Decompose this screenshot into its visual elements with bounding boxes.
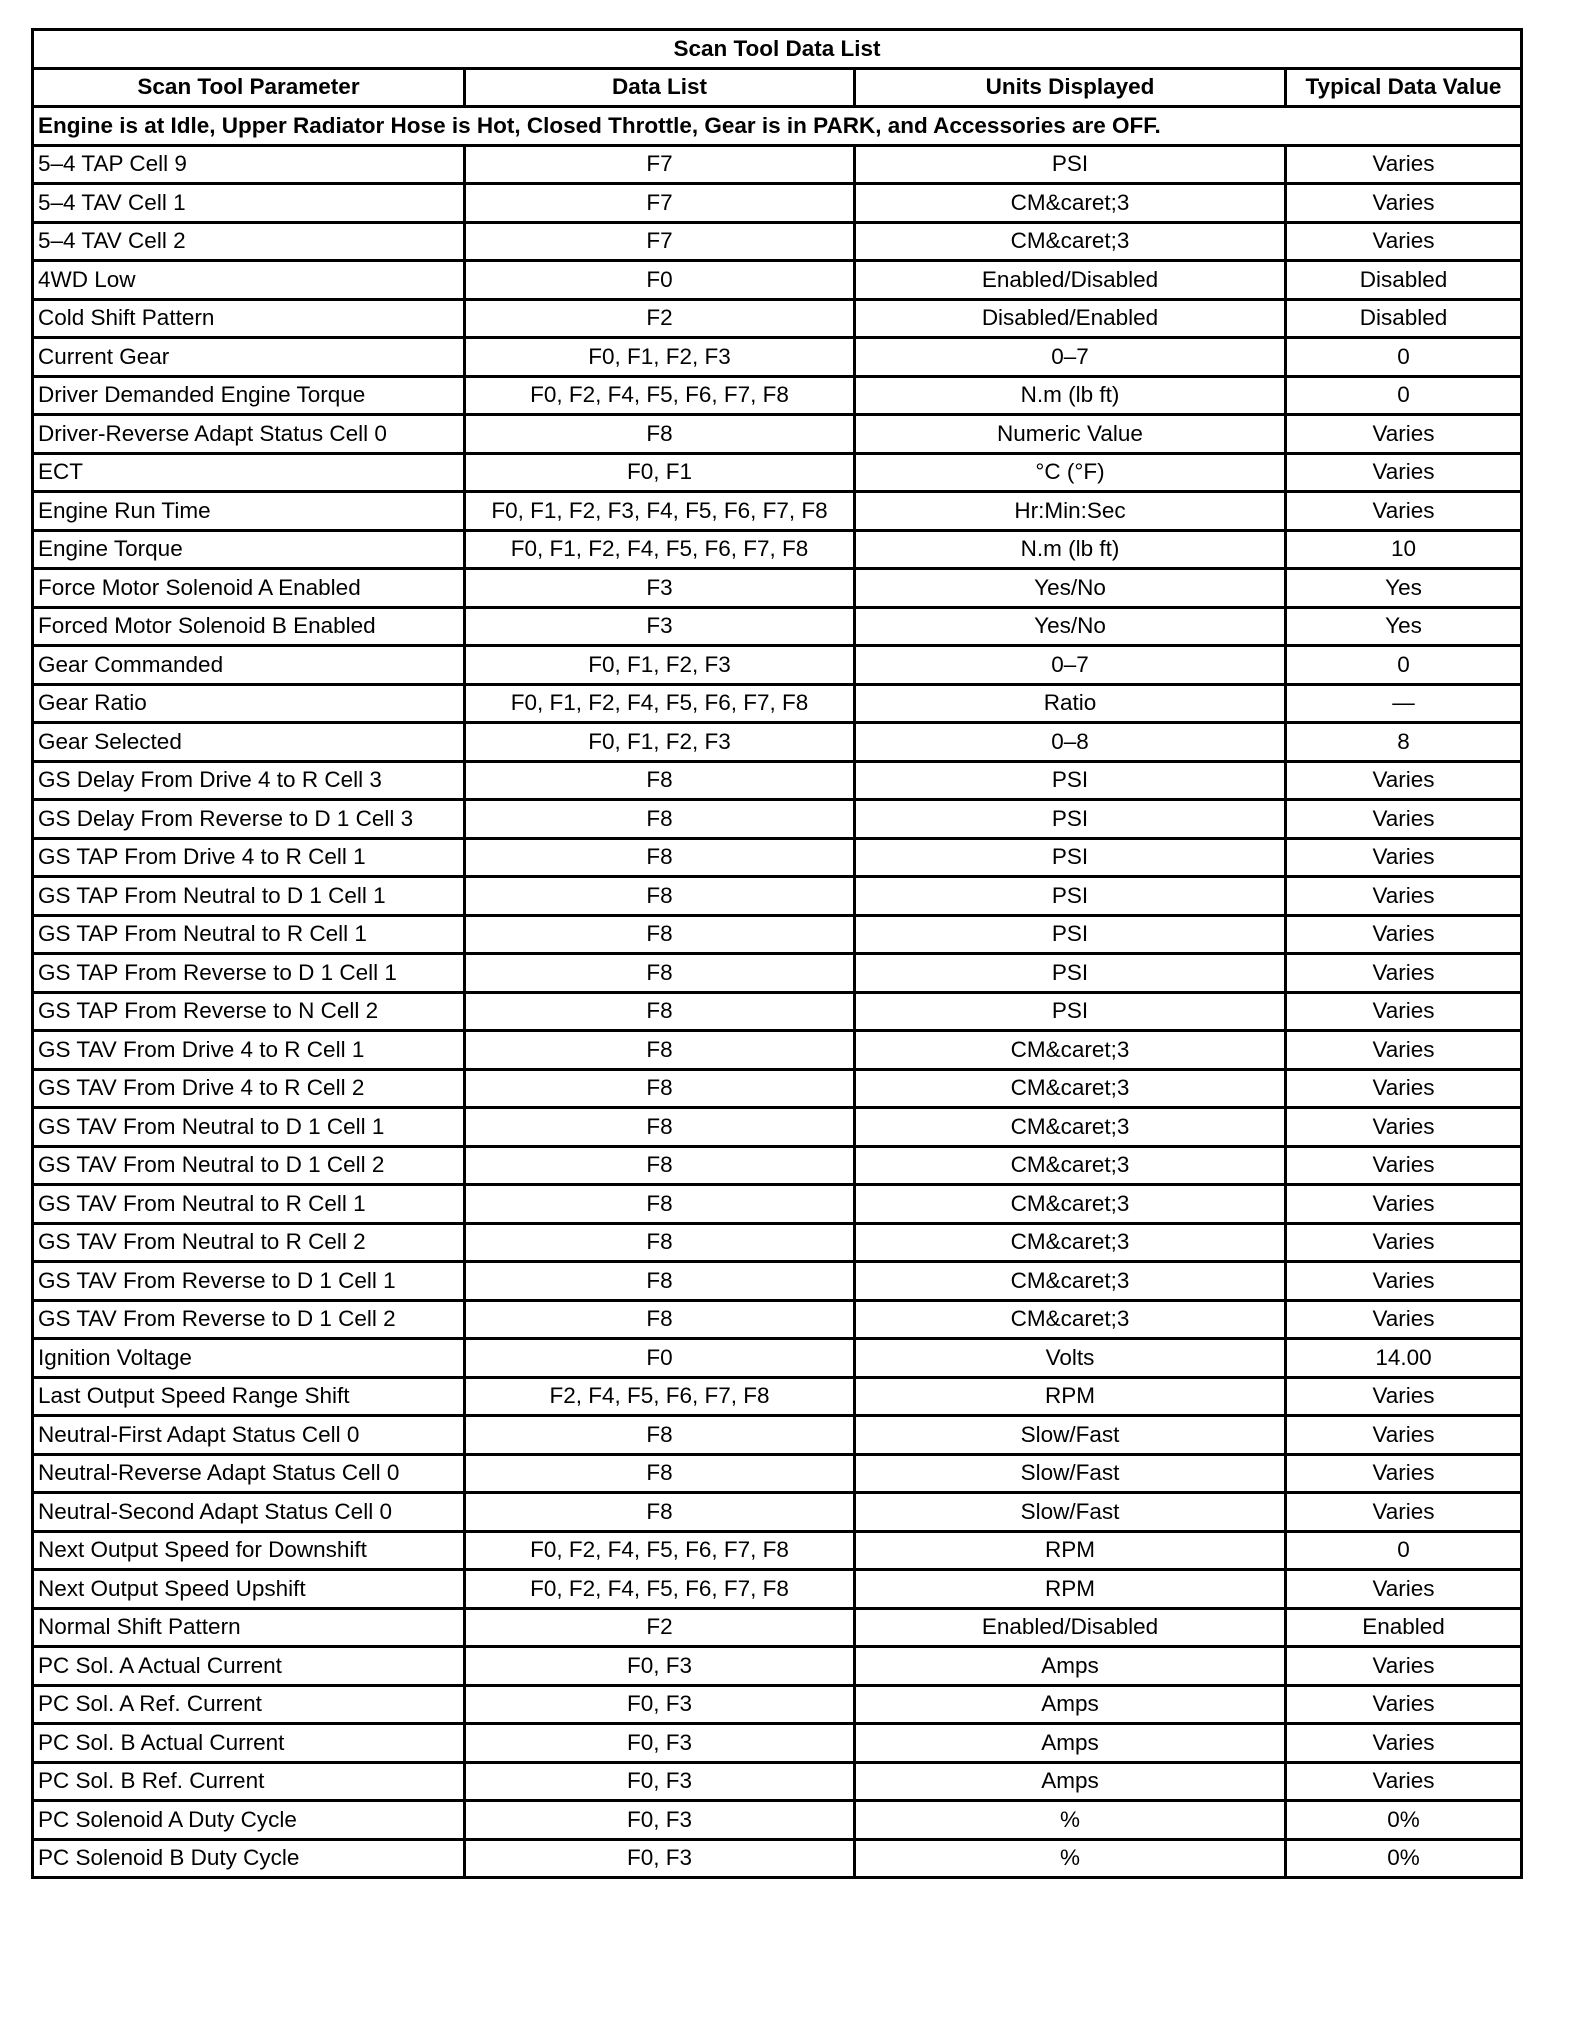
cell-units: Amps [855, 1685, 1286, 1724]
cell-units: Yes/No [855, 569, 1286, 608]
cell-parameter: PC Sol. A Ref. Current [33, 1685, 465, 1724]
table-row [33, 1570, 1522, 1609]
cell-data-list: F0, F1, F2, F3 [465, 338, 855, 377]
table-row [33, 1531, 1522, 1570]
cell-typical-value: Enabled [1286, 1608, 1522, 1647]
cell-typical-value: Varies [1286, 1031, 1522, 1070]
cell-typical-value: Varies [1286, 1647, 1522, 1686]
cell-units: Disabled/Enabled [855, 299, 1286, 338]
cell-parameter: Neutral-First Adapt Status Cell 0 [33, 1416, 465, 1455]
cell-typical-value: 0 [1286, 1531, 1522, 1570]
cell-data-list: F8 [465, 1262, 855, 1301]
cell-typical-value: 8 [1286, 723, 1522, 762]
table-row [33, 1262, 1522, 1301]
table-row [33, 299, 1522, 338]
cell-typical-value: 0 [1286, 646, 1522, 685]
cell-data-list: F8 [465, 1108, 855, 1147]
cell-parameter: GS TAP From Drive 4 to R Cell 1 [33, 838, 465, 877]
cell-units: Enabled/Disabled [855, 261, 1286, 300]
cell-units: PSI [855, 992, 1286, 1031]
cell-units: PSI [855, 761, 1286, 800]
cell-data-list: F0, F3 [465, 1685, 855, 1724]
cell-data-list: F0, F3 [465, 1839, 855, 1878]
title-row [33, 30, 1522, 69]
cell-units: Numeric Value [855, 415, 1286, 454]
cell-typical-value: Varies [1286, 145, 1522, 184]
table-row [33, 800, 1522, 839]
cell-parameter: 5–4 TAV Cell 1 [33, 184, 465, 223]
cell-units: RPM [855, 1570, 1286, 1609]
cell-typical-value: Varies [1286, 1146, 1522, 1185]
table-row [33, 1416, 1522, 1455]
cell-parameter: PC Solenoid A Duty Cycle [33, 1801, 465, 1840]
cell-parameter: GS TAV From Drive 4 to R Cell 2 [33, 1069, 465, 1108]
cell-data-list: F8 [465, 1416, 855, 1455]
cell-units: PSI [855, 838, 1286, 877]
table-row [33, 222, 1522, 261]
cell-units: Slow/Fast [855, 1454, 1286, 1493]
cell-parameter: GS TAV From Reverse to D 1 Cell 2 [33, 1300, 465, 1339]
cell-typical-value: Varies [1286, 800, 1522, 839]
cell-units: PSI [855, 954, 1286, 993]
cell-units: CM&caret;3 [855, 1069, 1286, 1108]
cell-typical-value: Varies [1286, 761, 1522, 800]
cell-typical-value: Varies [1286, 1300, 1522, 1339]
cell-data-list: F0, F3 [465, 1647, 855, 1686]
table-row [33, 261, 1522, 300]
header-row [33, 68, 1522, 107]
cell-parameter: ECT [33, 453, 465, 492]
cell-typical-value: 14.00 [1286, 1339, 1522, 1378]
cell-data-list: F8 [465, 1185, 855, 1224]
cell-data-list: F8 [465, 761, 855, 800]
cell-parameter: Engine Torque [33, 530, 465, 569]
cell-units: % [855, 1839, 1286, 1878]
table-row [33, 954, 1522, 993]
cell-data-list: F0, F2, F4, F5, F6, F7, F8 [465, 1570, 855, 1609]
table-row [33, 992, 1522, 1031]
cell-parameter: GS TAV From Neutral to D 1 Cell 2 [33, 1146, 465, 1185]
cell-units: PSI [855, 800, 1286, 839]
cell-typical-value: Varies [1286, 1493, 1522, 1532]
cell-typical-value: Varies [1286, 1377, 1522, 1416]
table-row [33, 1454, 1522, 1493]
test-condition: Engine is at Idle, Upper Radiator Hose is Hot, Closed Throttle, Gear is in PARK, and Accessories are OFF. [33, 107, 1522, 146]
cell-units: 0–7 [855, 646, 1286, 685]
cell-typical-value: Varies [1286, 1416, 1522, 1455]
table-row [33, 877, 1522, 916]
cell-units: CM&caret;3 [855, 1223, 1286, 1262]
table-row [33, 530, 1522, 569]
cell-units: 0–8 [855, 723, 1286, 762]
cell-typical-value: Varies [1286, 915, 1522, 954]
cell-units: CM&caret;3 [855, 1300, 1286, 1339]
table-row [33, 1339, 1522, 1378]
cell-units: CM&caret;3 [855, 1031, 1286, 1070]
cell-data-list: F8 [465, 1454, 855, 1493]
table-row [33, 338, 1522, 377]
cell-typical-value: Varies [1286, 222, 1522, 261]
table-row [33, 1185, 1522, 1224]
cell-units: Slow/Fast [855, 1493, 1286, 1532]
cell-data-list: F8 [465, 1031, 855, 1070]
cell-typical-value: Yes [1286, 607, 1522, 646]
cell-typical-value: Varies [1286, 492, 1522, 531]
cell-parameter: GS Delay From Reverse to D 1 Cell 3 [33, 800, 465, 839]
cell-data-list: F0, F2, F4, F5, F6, F7, F8 [465, 376, 855, 415]
cell-typical-value: Varies [1286, 1685, 1522, 1724]
cell-parameter: GS TAV From Neutral to D 1 Cell 1 [33, 1108, 465, 1147]
table-row [33, 1801, 1522, 1840]
cell-typical-value: Varies [1286, 1262, 1522, 1301]
cell-data-list: F0 [465, 261, 855, 300]
cell-parameter: Forced Motor Solenoid B Enabled [33, 607, 465, 646]
table-row [33, 915, 1522, 954]
cell-units: Volts [855, 1339, 1286, 1378]
table-title: Scan Tool Data List [33, 30, 1522, 69]
cell-parameter: 5–4 TAV Cell 2 [33, 222, 465, 261]
cell-data-list: F3 [465, 607, 855, 646]
cell-data-list: F8 [465, 800, 855, 839]
cell-data-list: F8 [465, 954, 855, 993]
cell-units: Yes/No [855, 607, 1286, 646]
cell-typical-value: Varies [1286, 1069, 1522, 1108]
cell-parameter: PC Sol. A Actual Current [33, 1647, 465, 1686]
table-row [33, 415, 1522, 454]
cell-typical-value: Disabled [1286, 261, 1522, 300]
cell-units: N.m (lb ft) [855, 376, 1286, 415]
table-row [33, 646, 1522, 685]
table-row [33, 723, 1522, 762]
table-row [33, 1839, 1522, 1878]
cell-parameter: Ignition Voltage [33, 1339, 465, 1378]
cell-parameter: PC Solenoid B Duty Cycle [33, 1839, 465, 1878]
cell-units: CM&caret;3 [855, 1185, 1286, 1224]
cell-parameter: Neutral-Reverse Adapt Status Cell 0 [33, 1454, 465, 1493]
cell-parameter: Driver-Reverse Adapt Status Cell 0 [33, 415, 465, 454]
cell-parameter: Next Output Speed Upshift [33, 1570, 465, 1609]
cell-data-list: F8 [465, 415, 855, 454]
cell-data-list: F8 [465, 1069, 855, 1108]
scan-tool-data-table [31, 28, 1523, 1879]
header-parameter: Scan Tool Parameter [33, 68, 465, 107]
table-row [33, 1223, 1522, 1262]
cell-units: CM&caret;3 [855, 1108, 1286, 1147]
cell-data-list: F0, F1, F2, F3, F4, F5, F6, F7, F8 [465, 492, 855, 531]
cell-parameter: PC Sol. B Actual Current [33, 1724, 465, 1763]
cell-typical-value: Varies [1286, 184, 1522, 223]
cell-parameter: Gear Selected [33, 723, 465, 762]
cell-typical-value: 0 [1286, 376, 1522, 415]
cell-typical-value: Varies [1286, 453, 1522, 492]
cell-units: RPM [855, 1531, 1286, 1570]
cell-typical-value: 0% [1286, 1839, 1522, 1878]
cell-parameter: GS TAP From Reverse to N Cell 2 [33, 992, 465, 1031]
cell-data-list: F8 [465, 1493, 855, 1532]
cell-typical-value: Varies [1286, 838, 1522, 877]
cell-parameter: Next Output Speed for Downshift [33, 1531, 465, 1570]
cell-units: CM&caret;3 [855, 1262, 1286, 1301]
table-row [33, 492, 1522, 531]
cell-parameter: GS TAV From Neutral to R Cell 2 [33, 1223, 465, 1262]
table-row [33, 1724, 1522, 1763]
table-row [33, 1031, 1522, 1070]
cell-data-list: F0, F3 [465, 1801, 855, 1840]
cell-data-list: F0, F1 [465, 453, 855, 492]
cell-data-list: F2, F4, F5, F6, F7, F8 [465, 1377, 855, 1416]
table-row [33, 1146, 1522, 1185]
cell-typical-value: 0 [1286, 338, 1522, 377]
table-row [33, 761, 1522, 800]
table-row [33, 684, 1522, 723]
table-row [33, 569, 1522, 608]
cell-typical-value: Varies [1286, 992, 1522, 1031]
cell-units: % [855, 1801, 1286, 1840]
table-row [33, 1493, 1522, 1532]
header-units: Units Displayed [855, 68, 1286, 107]
cell-data-list: F2 [465, 299, 855, 338]
cell-units: CM&caret;3 [855, 184, 1286, 223]
cell-data-list: F7 [465, 222, 855, 261]
table-row [33, 838, 1522, 877]
cell-units: PSI [855, 145, 1286, 184]
cell-parameter: PC Sol. B Ref. Current [33, 1762, 465, 1801]
cell-typical-value: Varies [1286, 954, 1522, 993]
cell-data-list: F2 [465, 1608, 855, 1647]
cell-parameter: Normal Shift Pattern [33, 1608, 465, 1647]
table-row [33, 1108, 1522, 1147]
cell-typical-value: Varies [1286, 1762, 1522, 1801]
table-row [33, 1608, 1522, 1647]
cell-units: Amps [855, 1724, 1286, 1763]
cell-parameter: Cold Shift Pattern [33, 299, 465, 338]
cell-parameter: 4WD Low [33, 261, 465, 300]
cell-data-list: F0, F1, F2, F4, F5, F6, F7, F8 [465, 684, 855, 723]
table-row [33, 376, 1522, 415]
cell-typical-value: Varies [1286, 877, 1522, 916]
cell-typical-value: Varies [1286, 1185, 1522, 1224]
cell-data-list: F8 [465, 992, 855, 1031]
cell-parameter: GS Delay From Drive 4 to R Cell 3 [33, 761, 465, 800]
cell-typical-value: Varies [1286, 1108, 1522, 1147]
cell-units: Amps [855, 1762, 1286, 1801]
header-data-list: Data List [465, 68, 855, 107]
cell-data-list: F8 [465, 1300, 855, 1339]
cell-parameter: GS TAP From Neutral to D 1 Cell 1 [33, 877, 465, 916]
cell-parameter: Gear Ratio [33, 684, 465, 723]
table-row [33, 1300, 1522, 1339]
cell-data-list: F0, F2, F4, F5, F6, F7, F8 [465, 1531, 855, 1570]
cell-typical-value: 10 [1286, 530, 1522, 569]
cell-units: °C (°F) [855, 453, 1286, 492]
cell-units: N.m (lb ft) [855, 530, 1286, 569]
cell-data-list: F7 [465, 145, 855, 184]
cell-data-list: F0, F1, F2, F3 [465, 723, 855, 762]
cell-parameter: Force Motor Solenoid A Enabled [33, 569, 465, 608]
cell-data-list: F8 [465, 877, 855, 916]
cell-typical-value: Varies [1286, 1570, 1522, 1609]
table-row [33, 453, 1522, 492]
cell-parameter: Last Output Speed Range Shift [33, 1377, 465, 1416]
cell-units: CM&caret;3 [855, 1146, 1286, 1185]
cell-data-list: F0, F3 [465, 1724, 855, 1763]
cell-data-list: F0 [465, 1339, 855, 1378]
cell-parameter: 5–4 TAP Cell 9 [33, 145, 465, 184]
cell-parameter: GS TAV From Neutral to R Cell 1 [33, 1185, 465, 1224]
table-body [33, 145, 1522, 1878]
table-row [33, 1069, 1522, 1108]
cell-units: CM&caret;3 [855, 222, 1286, 261]
cell-parameter: Gear Commanded [33, 646, 465, 685]
cell-units: Hr:Min:Sec [855, 492, 1286, 531]
cell-units: Enabled/Disabled [855, 1608, 1286, 1647]
cell-data-list: F8 [465, 838, 855, 877]
cell-typical-value: 0% [1286, 1801, 1522, 1840]
cell-units: Amps [855, 1647, 1286, 1686]
cell-data-list: F8 [465, 915, 855, 954]
cell-units: PSI [855, 877, 1286, 916]
cell-parameter: Driver Demanded Engine Torque [33, 376, 465, 415]
cell-typical-value: — [1286, 684, 1522, 723]
cell-parameter: Neutral-Second Adapt Status Cell 0 [33, 1493, 465, 1532]
cell-typical-value: Varies [1286, 415, 1522, 454]
cell-data-list: F8 [465, 1223, 855, 1262]
table-row [33, 1685, 1522, 1724]
cell-units: Ratio [855, 684, 1286, 723]
cell-parameter: GS TAV From Drive 4 to R Cell 1 [33, 1031, 465, 1070]
cell-data-list: F7 [465, 184, 855, 223]
table-row [33, 607, 1522, 646]
cell-typical-value: Varies [1286, 1223, 1522, 1262]
cell-parameter: Current Gear [33, 338, 465, 377]
table-row [33, 145, 1522, 184]
cell-units: RPM [855, 1377, 1286, 1416]
cell-units: 0–7 [855, 338, 1286, 377]
cell-typical-value: Disabled [1286, 299, 1522, 338]
cell-typical-value: Varies [1286, 1724, 1522, 1763]
table-row [33, 1762, 1522, 1801]
cell-parameter: GS TAP From Neutral to R Cell 1 [33, 915, 465, 954]
cell-data-list: F8 [465, 1146, 855, 1185]
condition-row [33, 107, 1522, 146]
cell-typical-value: Yes [1286, 569, 1522, 608]
header-typical-value: Typical Data Value [1286, 68, 1522, 107]
cell-data-list: F0, F3 [465, 1762, 855, 1801]
cell-typical-value: Varies [1286, 1454, 1522, 1493]
cell-units: Slow/Fast [855, 1416, 1286, 1455]
cell-data-list: F0, F1, F2, F3 [465, 646, 855, 685]
cell-data-list: F3 [465, 569, 855, 608]
cell-units: PSI [855, 915, 1286, 954]
cell-parameter: Engine Run Time [33, 492, 465, 531]
cell-parameter: GS TAP From Reverse to D 1 Cell 1 [33, 954, 465, 993]
table-row [33, 184, 1522, 223]
cell-parameter: GS TAV From Reverse to D 1 Cell 1 [33, 1262, 465, 1301]
table-row [33, 1647, 1522, 1686]
table-row [33, 1377, 1522, 1416]
cell-data-list: F0, F1, F2, F4, F5, F6, F7, F8 [465, 530, 855, 569]
